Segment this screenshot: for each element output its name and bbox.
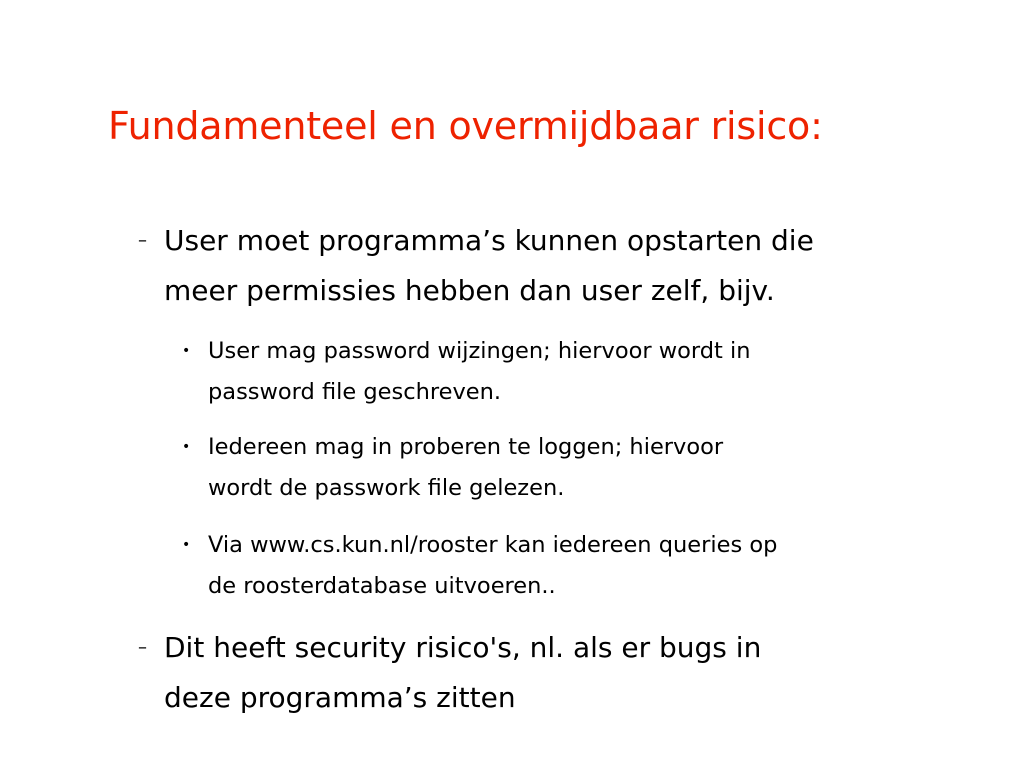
slide-title: Fundamenteel en overmijdbaar risico: bbox=[108, 104, 823, 148]
subbullet-text-line-2: wordt de passwork file gelezen. bbox=[208, 475, 565, 501]
subbullet-text-line-2: password file geschreven. bbox=[208, 379, 502, 405]
dot-bullet-icon: • bbox=[182, 439, 191, 455]
dot-bullet-icon: • bbox=[182, 537, 191, 553]
subbullet-item-login bbox=[182, 427, 942, 509]
bullet-item-programs bbox=[138, 216, 938, 316]
subbullet-text-line-1: User mag password wijzingen; hiervoor wordt in bbox=[208, 338, 751, 364]
bullet-text-line-2: deze programma’s zitten bbox=[164, 681, 516, 714]
dash-bullet-icon: – bbox=[138, 637, 147, 658]
dash-bullet-icon: – bbox=[138, 230, 147, 251]
subbullet-text-line-2: de roosterdatabase uitvoeren.. bbox=[208, 573, 556, 599]
subbullet-text-line-1: Via www.cs.kun.nl/rooster kan iedereen queries op bbox=[208, 532, 778, 558]
bullet-text-line-2: meer permissies hebben dan user zelf, bijv. bbox=[164, 274, 775, 307]
subbullet-text-line-1: Iedereen mag in proberen te loggen; hiervoor bbox=[208, 434, 724, 460]
bullet-item-security-risk bbox=[138, 623, 938, 723]
bullet-text-line-1: Dit heeft security risico's, nl. als er bugs in bbox=[164, 631, 762, 664]
subbullet-item-password-change bbox=[182, 331, 942, 413]
bullet-text-line-1: User moet programma’s kunnen opstarten die bbox=[164, 224, 814, 257]
subbullet-item-rooster bbox=[182, 525, 942, 607]
dot-bullet-icon: • bbox=[182, 343, 191, 359]
